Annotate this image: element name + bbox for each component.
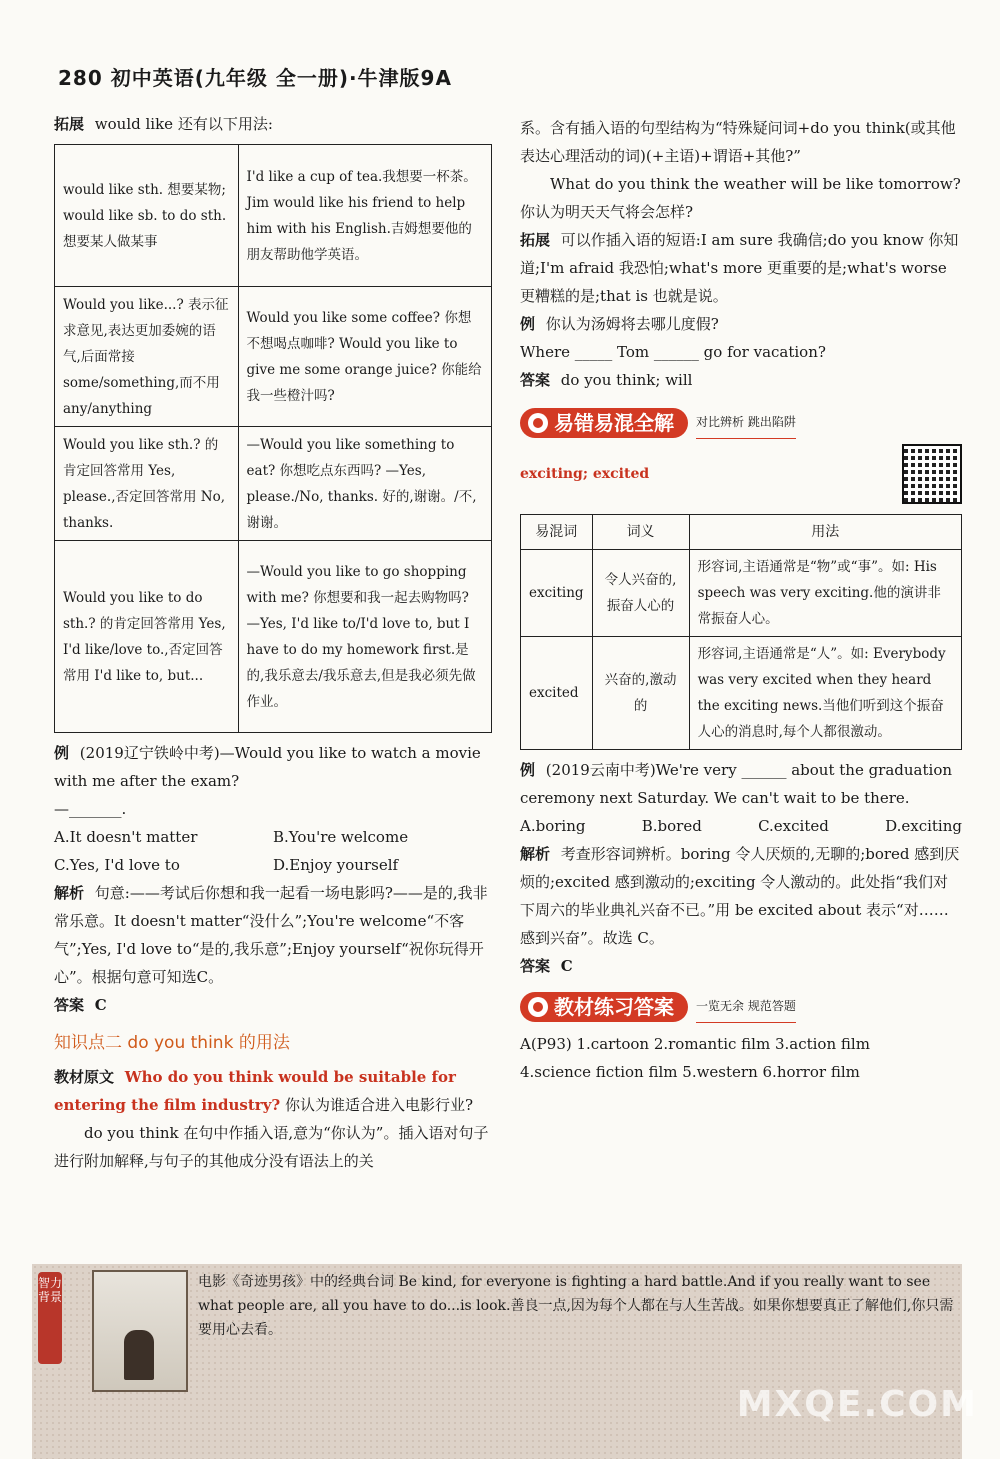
usage-cell: Would you like to do sth.? 的肯定回答常用 Yes, I'd like/love to.,否定回答常用 I'd like to, but... [55,541,239,733]
compare-heading [520,442,962,506]
meaning-cell: 令人兴奋的,振奋人心的 [592,550,689,637]
left-column [54,110,492,1175]
option-a: A.It doesn't matter [54,828,198,846]
option-b: B.bored [641,817,702,835]
analysis-text: 句意:——考试后你想和我一起看一场电影吗?——是的,我非常乐意。It doesn't matter“没什么”;You're welcome“不客气”;Yes, I'd love to“是的,我乐意”;Enjoy yourself“祝你玩得开心”。根据句意可知选C。 [54,884,488,986]
extend-text: would like 还有以下用法: [94,115,273,133]
extend-block [520,226,962,310]
extend-line [54,110,492,138]
table-row [521,550,962,637]
example-block [520,310,962,338]
example-sentence: What do you think the weather will be like tomorrow? 你认为明天天气将会怎样? [520,175,961,221]
answer-text: C [94,996,107,1014]
example-block [54,739,492,795]
option-c: C.excited [758,817,829,835]
extend-text: 可以作插入语的短语:I am sure 我确信;do you know 你知道;I'm afraid 我恐怕;what's more 更重要的是;what's worse 更糟糕的是;that is 也就是说。 [520,231,959,305]
example-label: 例 [520,315,536,333]
banner-confusion [520,408,962,438]
body-text: do you think 在句中作插入语,意为“你认为”。插入语对句子进行附加解释,与句子的其他成分没有语法上的关 [54,1124,489,1170]
page-header [58,62,452,91]
page-number: 280 [58,66,103,90]
example-cell: —Would you like something to eat? 你想吃点东西吗? —Yes, please./No, thanks. 好的,谢谢。/不,谢谢。 [238,427,491,541]
source-translation: 你认为谁适合进入电影行业? [285,1096,474,1114]
banner-title: 教材练习答案 [554,995,674,1019]
table-row [55,287,492,427]
answer-label: 答案 [54,996,85,1014]
compare-table [520,514,962,750]
example-label: 例 [54,744,70,762]
answer-text: do you think; will [560,371,693,389]
exercise-line-1: A(P93) 1.cartoon 2.romantic film 3.action film [520,1035,870,1053]
qr-code-icon[interactable] [902,444,962,504]
table-row [55,145,492,287]
blank-line: —_______. [54,800,127,818]
table-header-row [521,515,962,550]
analysis-label: 解析 [54,884,85,902]
word-cell: exciting [521,550,593,637]
answer-label: 答案 [520,371,551,389]
book-title: 初中英语(九年级 全一册)·牛津版9A [110,66,452,90]
banner-pill [520,408,688,438]
banner-pill [520,992,688,1022]
compare-title: exciting; excited [520,466,650,482]
exercise-line-2: 4.science fiction film 5.western 6.horror film [520,1063,860,1081]
body-continued: 系。含有插入语的句型结构为“特殊疑问词+do you think(或其他表达心理活动的词)(+主语)+谓语+其他?” [520,119,956,165]
example-text: (2019辽宁铁岭中考)—Would you like to watch a movie with me after the exam? [54,744,481,790]
meaning-cell: 兴奋的,激动的 [592,637,689,750]
analysis-block [54,879,492,991]
answer2-text: C [560,957,573,975]
banner-subtitle: 对比辨析 跳出陷阱 [696,408,796,439]
header-word: 易混词 [521,515,593,550]
would-like-table [54,144,492,733]
banner-exercises [520,992,962,1022]
right-column [520,114,962,1086]
movie-poster-image [92,1270,188,1392]
fill-sentence: Where _____ Tom ______ go for vacation? [520,343,826,361]
answer-block [54,991,492,1019]
example2-text: (2019云南中考)We're very ______ about the graduation ceremony next Saturday. We can't wait to be there. [520,761,953,807]
option-a: A.boring [520,817,586,835]
extend-label: 拓展 [54,115,85,133]
banner-subtitle: 一览无余 规范答题 [696,992,796,1023]
analysis2-text: 考查形容词辨析。boring 令人厌烦的,无聊的;bored 感到厌烦的;excited 感到激动的;exciting 令人激动的。此处指“我们对下周六的毕业典礼兴奋不已。”用 be excited about 表示“对……感到兴奋”。故选 C。 [520,845,960,947]
example-cell: I'd like a cup of tea.我想要一杯茶。 Jim would like his friend to help him with his English.吉姆想要他的朋友帮助他学英语。 [238,145,491,287]
usage-cell: Would you like...? 表示征求意见,表达更加委婉的语气,后面常接 some/something,而不用 any/anything [55,287,239,427]
source-block [54,1063,492,1119]
usage-cell: 形容词,主语通常是“人”。如: Everybody was very excited when they heard the exciting news.当他们听到这个振奋人心的消息时,每个人都很激动。 [689,637,961,750]
analysis2-label: 解析 [520,845,551,863]
banner-icon [528,997,548,1017]
example-cell: —Would you like to go shopping with me? 你想要和我一起去购物吗? —Yes, I'd like to/I'd love to, but I have to do my homework first.是的,我乐意去/我乐意去,但是我必须先做作业。 [238,541,491,733]
usage-cell: Would you like sth.? 的肯定回答常用 Yes, please.,否定回答常用 No, thanks. [55,427,239,541]
footer-tag: 智力背景 [38,1272,62,1364]
example2-label: 例 [520,761,536,779]
answer2-block [520,952,962,980]
options [54,823,492,879]
knowledge-point-title: 知识点二 do you think 的用法 [54,1033,290,1053]
example2-options [520,812,962,840]
banner-title: 易错易混全解 [554,411,674,435]
source-label: 教材原文 [54,1068,115,1086]
header-meaning: 词义 [592,515,689,550]
example-text: 你认为汤姆将去哪儿度假? [545,315,719,333]
watermark: MXQE.COM [736,1384,978,1425]
banner-icon [528,413,548,433]
option-d: D.exciting [885,817,962,835]
usage-cell: would like sth. 想要某物; would like sb. to do sth.想要某人做某事 [55,145,239,287]
option-c: C.Yes, I'd love to [54,856,180,874]
poster-figure [124,1330,154,1380]
answer-block [520,366,962,394]
footer-quote: 电影《奇迹男孩》中的经典台词 Be kind, for everyone is fighting a hard battle.And if you really want to see what people are, all you have to do...is look.善良一点,因为每个人都在与人生苦战。如果你想要真正了解他们,你只需要用心去看。 [198,1274,954,1338]
example-cell: Would you like some coffee? 你想不想喝点咖啡? Would you like to give me some orange juice? 你能给我一些橙汁吗? [238,287,491,427]
answer2-label: 答案 [520,957,551,975]
table-row [55,541,492,733]
usage-cell: 形容词,主语通常是“物”或“事”。如: His speech was very exciting.他的演讲非常振奋人心。 [689,550,961,637]
table-row [55,427,492,541]
option-d: D.Enjoy yourself [273,856,399,874]
source-text: Who do you think would be suitable for entering the film industry? [54,1068,456,1114]
extend-label: 拓展 [520,231,551,249]
analysis2-block [520,840,962,952]
table-row [521,637,962,750]
example2-block [520,756,962,812]
option-b: B.You're welcome [273,828,409,846]
word-cell: excited [521,637,593,750]
header-usage: 用法 [689,515,961,550]
